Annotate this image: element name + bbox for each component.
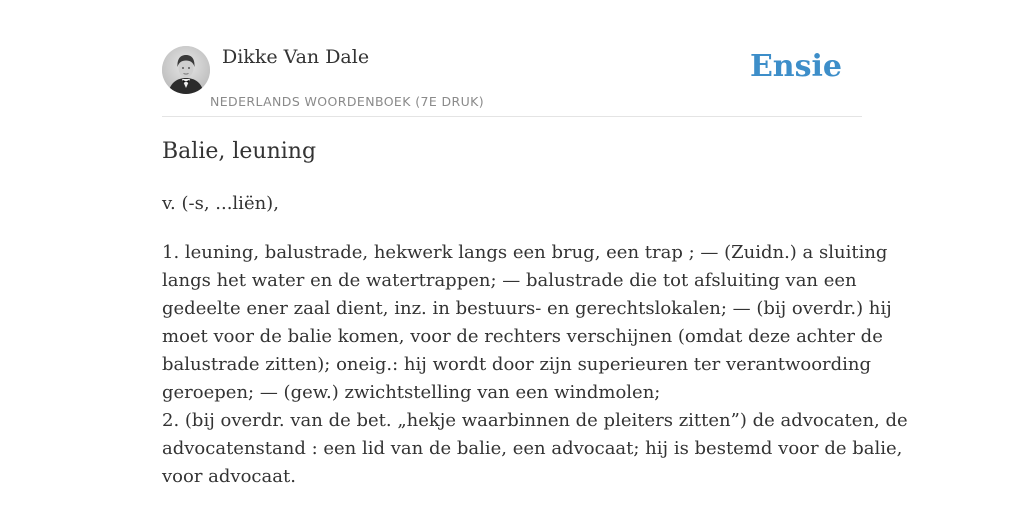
entry-definition: [162, 239, 908, 491]
definition-line: langs het water en de watertrappen; — balustrade die tot afsluiting van een: [162, 270, 857, 291]
definition-line: balustrade zitten); oneig.: hij wordt door zijn superieuren ter verantwoording: [162, 354, 872, 375]
portrait-photo-icon: [162, 46, 210, 94]
entry-grammar: v. (-s, ...liën),: [162, 193, 279, 214]
definition-line: advocatenstand : een lid van de balie, een advocaat; hij is bestemd voor de balie,: [162, 438, 903, 459]
source-subtitle: NEDERLANDS WOORDENBOEK (7E DRUK): [210, 94, 485, 109]
definition-line: 2. (bij overdr. van de bet. „hekje waarbinnen de pleiters zitten”) de advocaten, de: [162, 410, 908, 431]
definition-line: 1. leuning, balustrade, hekwerk langs een brug, een trap ; — (Zuidn.) a sluiting: [162, 242, 888, 263]
definition-line: voor advocaat.: [162, 466, 296, 487]
source-name[interactable]: Dikke Van Dale: [222, 46, 370, 68]
brand-logo[interactable]: Ensie: [749, 49, 842, 84]
definition-line: gedeelte ener zaal dient, inz. in bestuurs- en gerechtslokalen; — (bij overdr.) hij: [162, 298, 892, 319]
source-avatar[interactable]: [162, 46, 210, 94]
source-header: [162, 44, 862, 117]
definition-line: geroepen; — (gew.) zwichtstelling van een windmolen;: [162, 382, 661, 403]
definition-line: moet voor de balie komen, voor de rechters verschijnen (omdat deze achter de: [162, 326, 883, 347]
entry-title: Balie, leuning: [162, 139, 317, 164]
